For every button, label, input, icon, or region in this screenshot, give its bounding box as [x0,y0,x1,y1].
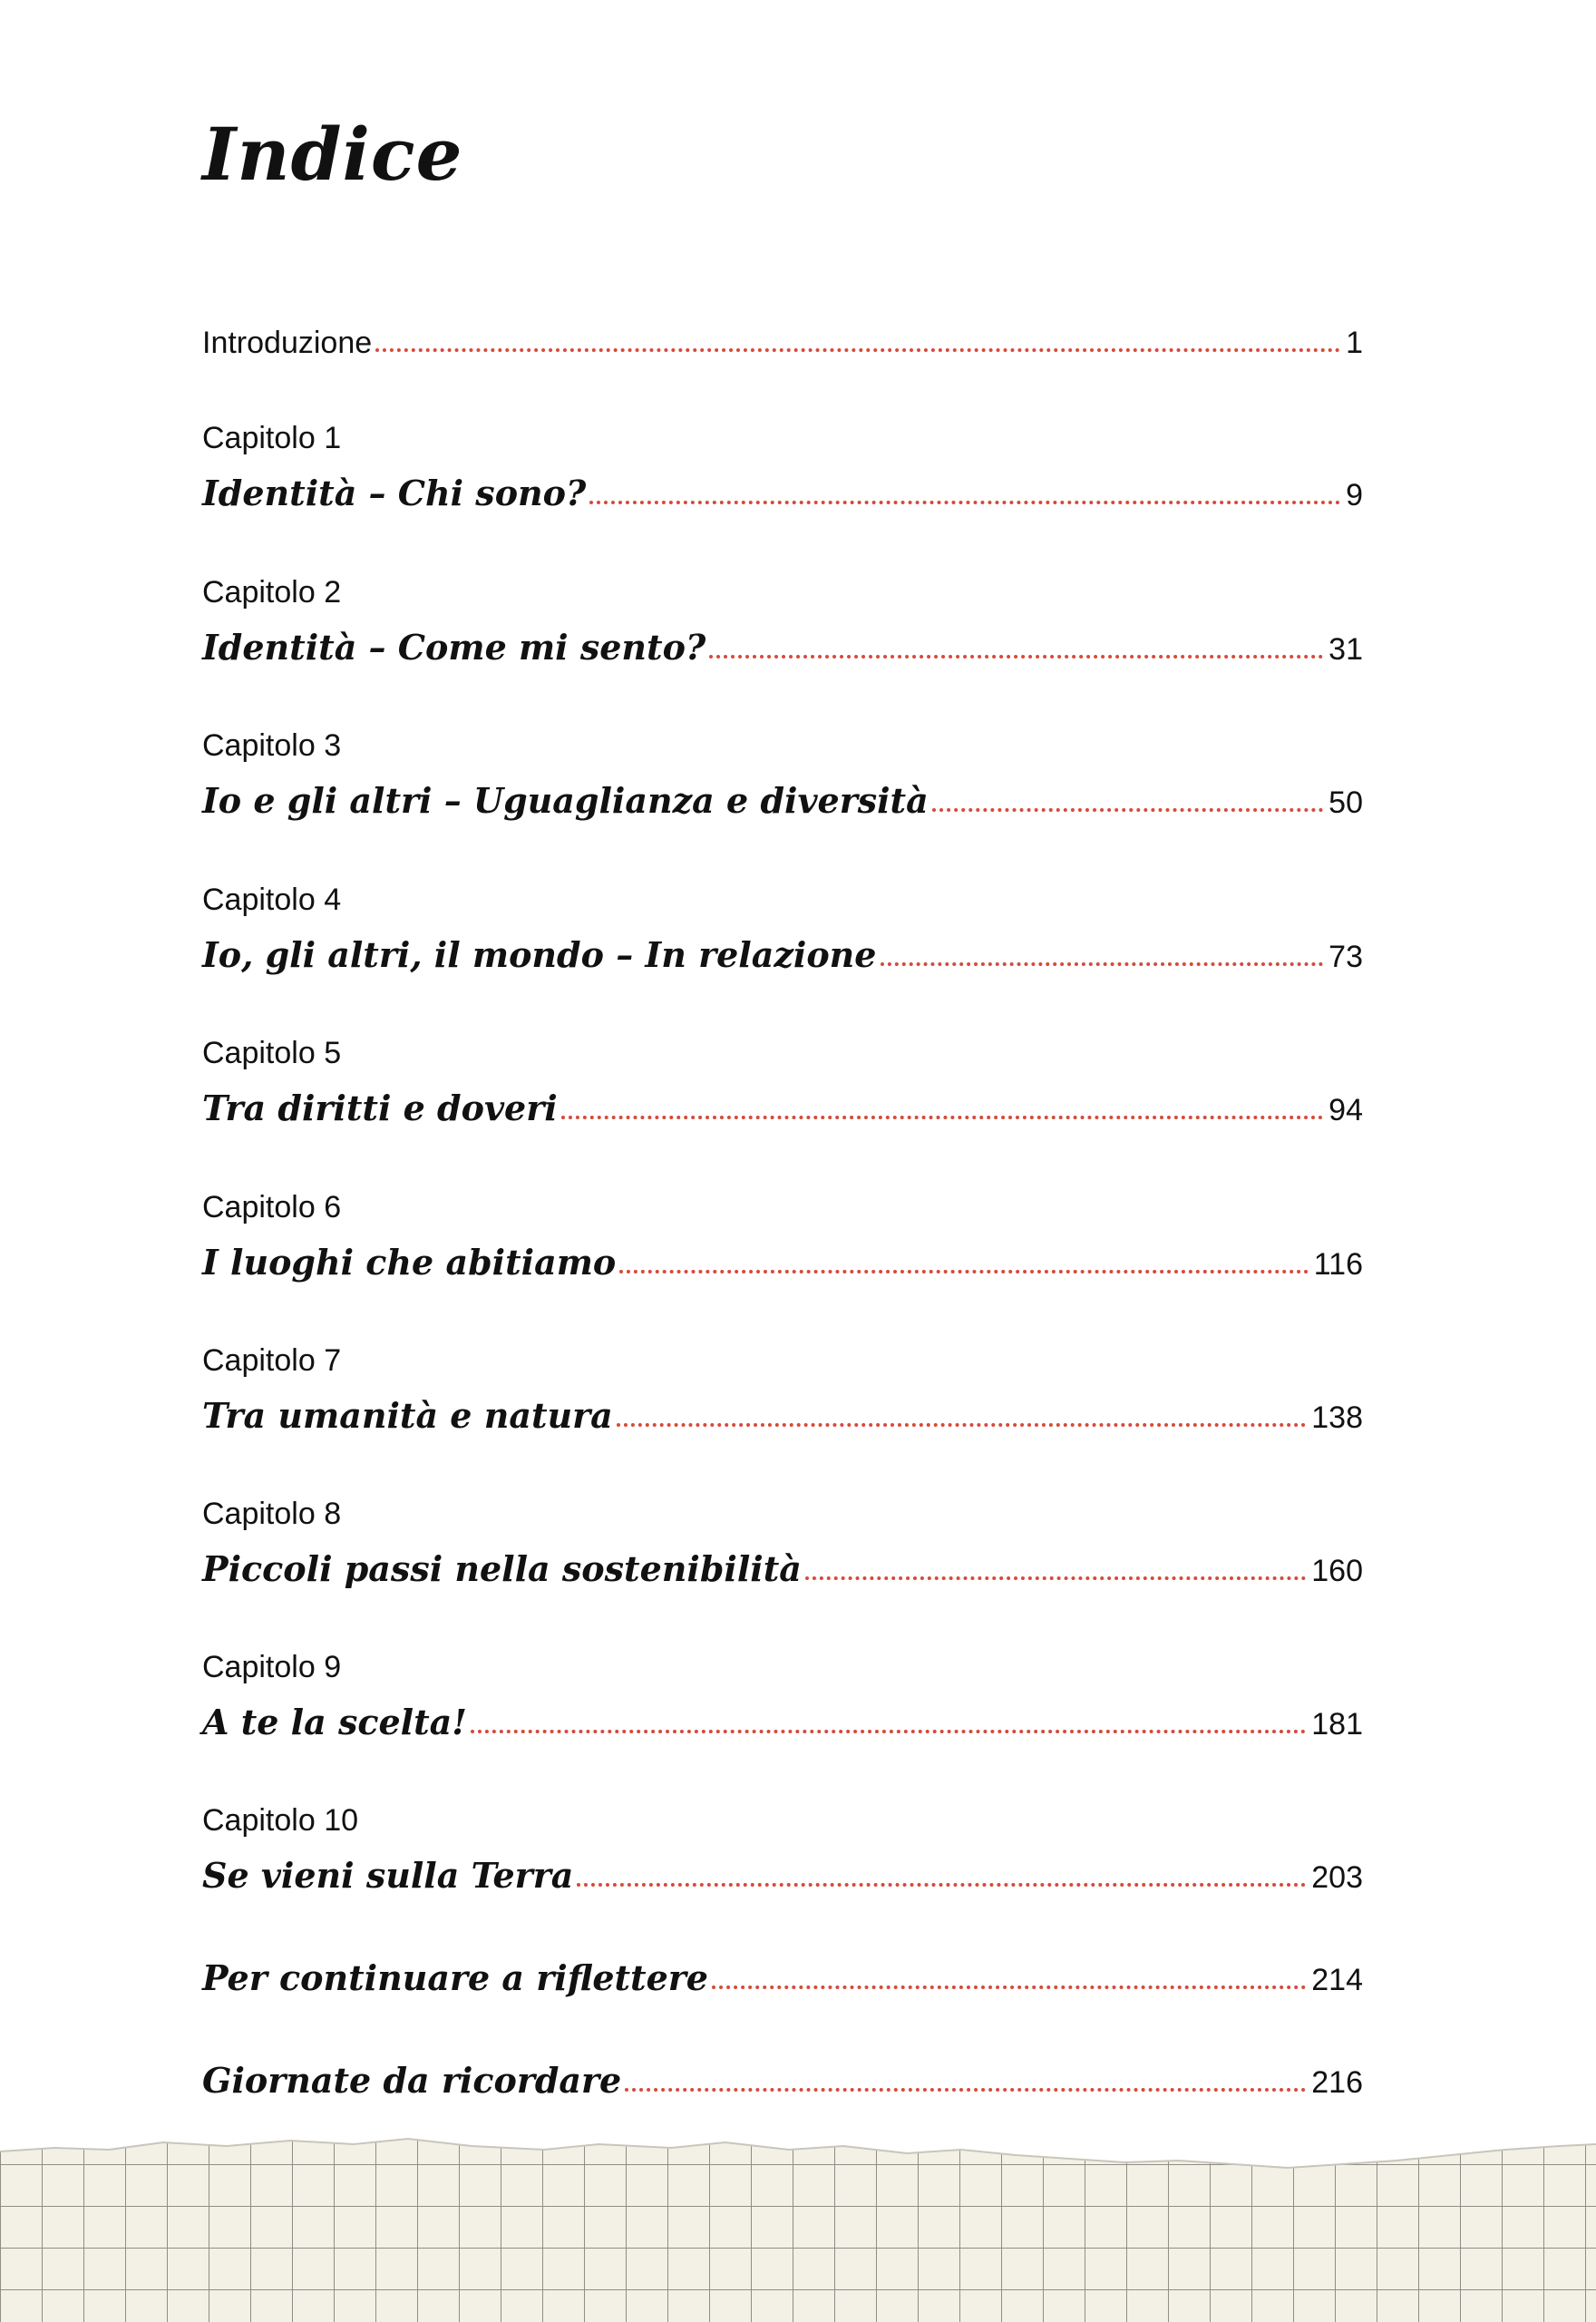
page-title: Indice [202,112,463,197]
chapter-label: Capitolo 5 [202,1036,342,1070]
toc-entry-title: Tra umanità e natura [202,1395,613,1436]
toc-entry-title: A te la scelta! [202,1702,467,1742]
toc-entry-intro[interactable] [202,310,1363,361]
toc-entry-chapter-4[interactable] [202,924,1363,975]
toc-entry-chapter-7[interactable] [202,1385,1363,1436]
toc-entry-chapter-6[interactable] [202,1232,1363,1283]
toc-entry-title: Identità – Come mi sento? [202,627,706,668]
toc-entry-title: Per continuare a riflettere [202,1957,708,1998]
toc-entry-chapter-2[interactable] [202,617,1363,668]
toc-entry-chapter-8[interactable] [202,1538,1363,1589]
toc-page-number: 160 [1311,1554,1363,1588]
toc-page-number: 214 [1311,1963,1363,1997]
chapter-label: Capitolo 4 [202,883,342,917]
dot-leader [577,1883,1306,1887]
toc-entry-title: Giornate da ricordare [202,2060,622,2101]
dot-leader [712,1985,1306,1989]
dot-leader [881,962,1324,966]
toc-page-number: 181 [1311,1707,1363,1742]
toc-entry-title: Io e gli altri – Uguaglianza e diversità [202,780,929,821]
toc-entry-chapter-10[interactable] [202,1845,1363,1896]
dot-leader [619,1270,1309,1273]
chapter-label: Capitolo 1 [202,421,342,455]
toc-entry-title: Introduzione [202,326,373,360]
toc-page-number: 116 [1313,1247,1363,1282]
chapter-label: Capitolo 7 [202,1343,342,1378]
toc-entry-chapter-3[interactable] [202,770,1363,821]
chapter-label: Capitolo 10 [202,1803,359,1838]
toc-page-number: 138 [1311,1400,1363,1435]
toc-entry-title: I luoghi che abitiamo [202,1242,617,1283]
chapter-label: Capitolo 6 [202,1190,342,1224]
toc-entry-title: Identità – Chi sono? [202,473,587,513]
chapter-label: Capitolo 8 [202,1497,342,1531]
dot-leader [625,2088,1306,2092]
toc-page-number: 50 [1328,785,1363,820]
dot-leader [617,1423,1306,1427]
dot-leader [471,1730,1306,1733]
toc-page-number: 1 [1346,326,1363,360]
toc-entry-chapter-9[interactable] [202,1692,1363,1742]
dot-leader [805,1576,1306,1580]
toc-page-number: 203 [1311,1860,1363,1895]
toc-entry-title: Tra diritti e doveri [202,1088,558,1128]
toc-page-number: 216 [1311,2065,1363,2100]
toc-entry-title: Piccoli passi nella sostenibilità [202,1548,802,1589]
toc-entry-title: Se vieni sulla Terra [202,1855,574,1896]
toc-entry-chapter-5[interactable] [202,1078,1363,1128]
toc-page-number: 94 [1328,1093,1363,1127]
dot-leader [561,1116,1324,1119]
dot-leader [589,501,1340,504]
torn-graph-paper [0,2122,1596,2322]
chapter-label: Capitolo 3 [202,728,342,763]
dot-leader [709,655,1323,659]
dot-leader [932,808,1323,812]
toc-page-number: 31 [1328,632,1363,667]
chapter-label: Capitolo 9 [202,1650,342,1684]
toc-entry-chapter-1[interactable] [202,463,1363,513]
toc-page-number: 73 [1328,940,1363,974]
chapter-label: Capitolo 2 [202,575,342,610]
toc-entry-extra-1[interactable] [202,1947,1363,1998]
toc-entry-extra-2[interactable] [202,2050,1363,2101]
toc-page-number: 9 [1346,478,1363,512]
dot-leader [375,348,1340,352]
toc-entry-title: Io, gli altri, il mondo – In relazione [202,934,877,975]
